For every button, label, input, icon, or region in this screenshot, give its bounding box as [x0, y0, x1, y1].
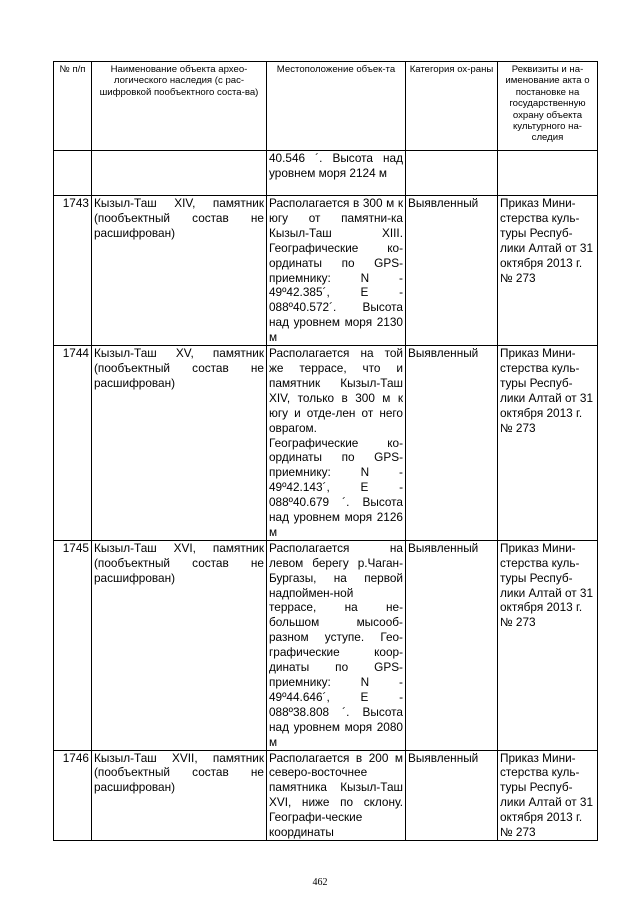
cell-location-continued: 40.546 ´. Высота над уровнем моря 2124 м [267, 151, 406, 196]
cell-category: Выявленный [406, 346, 498, 541]
continuation-row [54, 151, 598, 196]
cell-act: Приказ Мини-стерства куль-туры Респуб-лики Алтай от 31 октября 2013 г. № 273 [498, 196, 598, 346]
cell-object-name: Кызыл-Таш XIV, памятник (пообъектный состав не расшифрован) [92, 196, 267, 346]
cell-number: 1744 [54, 346, 92, 541]
cell-number: 1746 [54, 750, 92, 840]
heritage-register-table [53, 61, 598, 841]
cell-empty [498, 151, 598, 196]
cell-location: Располагается в 300 м к югу от памятни-ка Кызыл-Таш XIII. Географические ко-ординаты по GPS-приемнику: N - 49º42.385´, E - 088º40.572´. Высота над уровнем моря 2130 м [267, 196, 406, 346]
header-number: № п/п [54, 62, 92, 151]
cell-location: Располагается на той же террасе, что и памятник Кызыл-Таш XIV, только в 300 м к югу и отде-лен от него оврагом. Географические ко-ординаты по GPS-приемнику: N - 49º42.143´, E - 088º40.679 ´. Высота над уровнем моря 2126 м [267, 346, 406, 541]
cell-category: Выявленный [406, 540, 498, 750]
cell-object-name: Кызыл-Таш XVI, памятник (пообъектный состав не расшифрован) [92, 540, 267, 750]
cell-act: Приказ Мини-стерства куль-туры Респуб-лики Алтай от 31 октября 2013 г. № 273 [498, 346, 598, 541]
cell-empty [54, 151, 92, 196]
cell-number: 1743 [54, 196, 92, 346]
cell-act: Приказ Мини-стерства куль-туры Респуб-лики Алтай от 31 октября 2013 г. № 273 [498, 540, 598, 750]
cell-object-name: Кызыл-Таш XVII, памятник (пообъектный состав не расшифрован) [92, 750, 267, 840]
header-location: Местоположение объек-та [267, 62, 406, 151]
cell-empty [406, 151, 498, 196]
cell-location: Располагается на левом берегу р.Чаган-Бургазы, на первой надпоймен-ной террасе, на не-большом мысооб-разном уступе. Гео-графические коор-динаты по GPS-приемнику: N - 49º44.646´, E - 088º38.808 ´. Высота над уровнем моря 2080 м [267, 540, 406, 750]
cell-number: 1745 [54, 540, 92, 750]
cell-object-name: Кызыл-Таш XV, памятник (пообъектный состав не расшифрован) [92, 346, 267, 541]
table-row [54, 346, 598, 541]
table-row [54, 750, 598, 840]
table-row [54, 196, 598, 346]
cell-act: Приказ Мини-стерства куль-туры Респуб-лики Алтай от 31 октября 2013 г. № 273 [498, 750, 598, 840]
cell-empty [92, 151, 267, 196]
header-protection-category: Категория ох-раны [406, 62, 498, 151]
cell-location: Располагается в 200 м северо-восточнее памятника Кызыл-Таш XVI, ниже по склону. Географи-ческие координаты [267, 750, 406, 840]
header-object-name: Наименование объекта архео-логического наследия (с рас-шифровкой пообъектного соста-ва) [92, 62, 267, 151]
cell-category: Выявленный [406, 750, 498, 840]
page-number: 462 [312, 877, 328, 888]
header-act-details: Реквизиты и на-именование акта о постановке на государственную охрану объекта культурного на-следия [498, 62, 598, 151]
table-row [54, 540, 598, 750]
table-header-row [54, 62, 598, 151]
cell-category: Выявленный [406, 196, 498, 346]
